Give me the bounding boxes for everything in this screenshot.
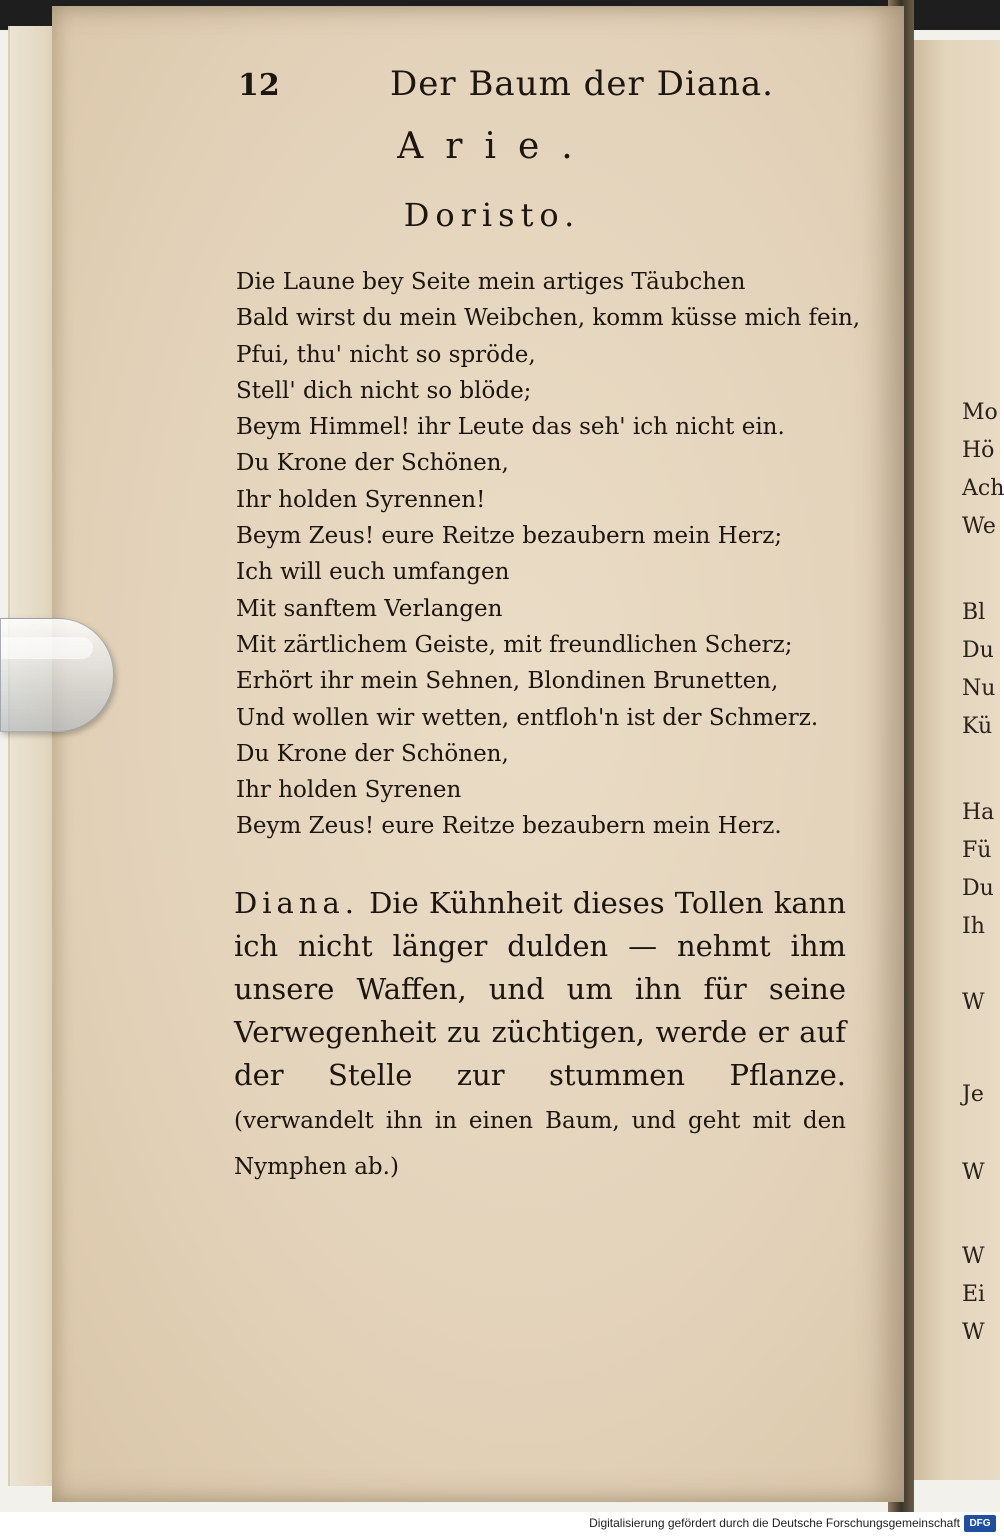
next-page-fragment: W — [962, 1160, 985, 1185]
aria-heading: Arie. — [397, 126, 595, 167]
stage-direction: (verwandelt ihn in einen Baum, und geht mit den Nymphen ab.) — [234, 1108, 846, 1180]
prose-paragraph — [234, 882, 846, 1189]
next-page-fragment: W — [962, 990, 985, 1015]
clip-highlight — [1, 637, 93, 659]
running-title: Der Baum der Diana. — [390, 64, 774, 104]
next-page-fragment: Ha — [962, 800, 995, 825]
character-name: Doristo. — [403, 196, 581, 234]
dfg-logo: DFG — [964, 1515, 996, 1532]
next-page-fragment: Du — [962, 876, 994, 901]
lyric-line: Du Krone der Schönen, — [236, 450, 509, 477]
next-page-fragment: Ih — [962, 914, 985, 939]
lyric-line: Beym Himmel! ihr Leute das seh' ich nicht ein. — [236, 414, 785, 441]
next-page-fragment: Du — [962, 638, 994, 663]
page-clip — [0, 618, 114, 732]
page-number: 12 — [238, 68, 280, 103]
next-page-fragment: Je — [962, 1082, 984, 1107]
next-page-fragment: Kü — [962, 714, 993, 739]
lyric-line: Beym Zeus! eure Reitze bezaubern mein Herz; — [236, 523, 783, 550]
aria-lyrics — [236, 264, 861, 845]
next-page-fragment: W — [962, 1244, 985, 1269]
lyric-line: Pfui, thu' nicht so spröde, — [236, 341, 536, 368]
footer-bar — [0, 1512, 1000, 1536]
lyric-line: Beym Zeus! eure Reitze bezaubern mein Herz. — [236, 813, 782, 840]
lyric-line: Ich will euch umfangen — [236, 559, 510, 586]
lyric-line: Stell' dich nicht so blöde; — [236, 377, 532, 404]
speaker-name: Diana. — [234, 886, 360, 920]
next-page-fragment: Ach — [962, 476, 1004, 501]
funding-credit: Digitalisierung gefördert durch die Deutsche Forschungsgemeinschaft — [589, 1516, 960, 1530]
lyric-line: Erhört ihr mein Sehnen, Blondinen Brunetten, — [236, 668, 779, 695]
lyric-line: Mit sanftem Verlangen — [236, 595, 503, 622]
lyric-line: Ihr holden Syrenen — [236, 777, 462, 804]
lyric-line: Mit zärtlichem Geiste, mit freundlichen Scherz; — [236, 631, 793, 658]
next-page-fragment: Bl — [962, 600, 986, 625]
next-page-fragment: Hö — [962, 438, 995, 463]
next-page-fragment: We — [962, 514, 996, 539]
lyric-line: Du Krone der Schönen, — [236, 740, 509, 767]
next-page-strip — [908, 40, 1000, 1480]
lyric-line: Bald wirst du mein Weibchen, komm küsse mich fein, — [236, 305, 861, 332]
next-page-fragment: Ei — [962, 1282, 986, 1307]
lyric-line: Und wollen wir wetten, entfloh'n ist der Schmerz. — [236, 704, 819, 731]
lyric-line: Ihr holden Syrennen! — [236, 486, 486, 513]
next-page-fragment: W — [962, 1320, 985, 1345]
next-page-fragment: Nu — [962, 676, 996, 701]
next-page-fragment: Fü — [962, 838, 992, 863]
next-page-fragment: Mo — [962, 400, 998, 425]
prose-text: Die Kühnheit dieses Tollen kann ich nicht länger dulden — nehmt ihm unsere Waffen, und um ihn für seine Verwegenheit zu züchtigen, werde er auf der Stelle zur stummen Pflanze. — [234, 886, 846, 1092]
lyric-line: Die Laune bey Seite mein artiges Täubchen — [236, 269, 746, 295]
page-header — [238, 64, 774, 108]
